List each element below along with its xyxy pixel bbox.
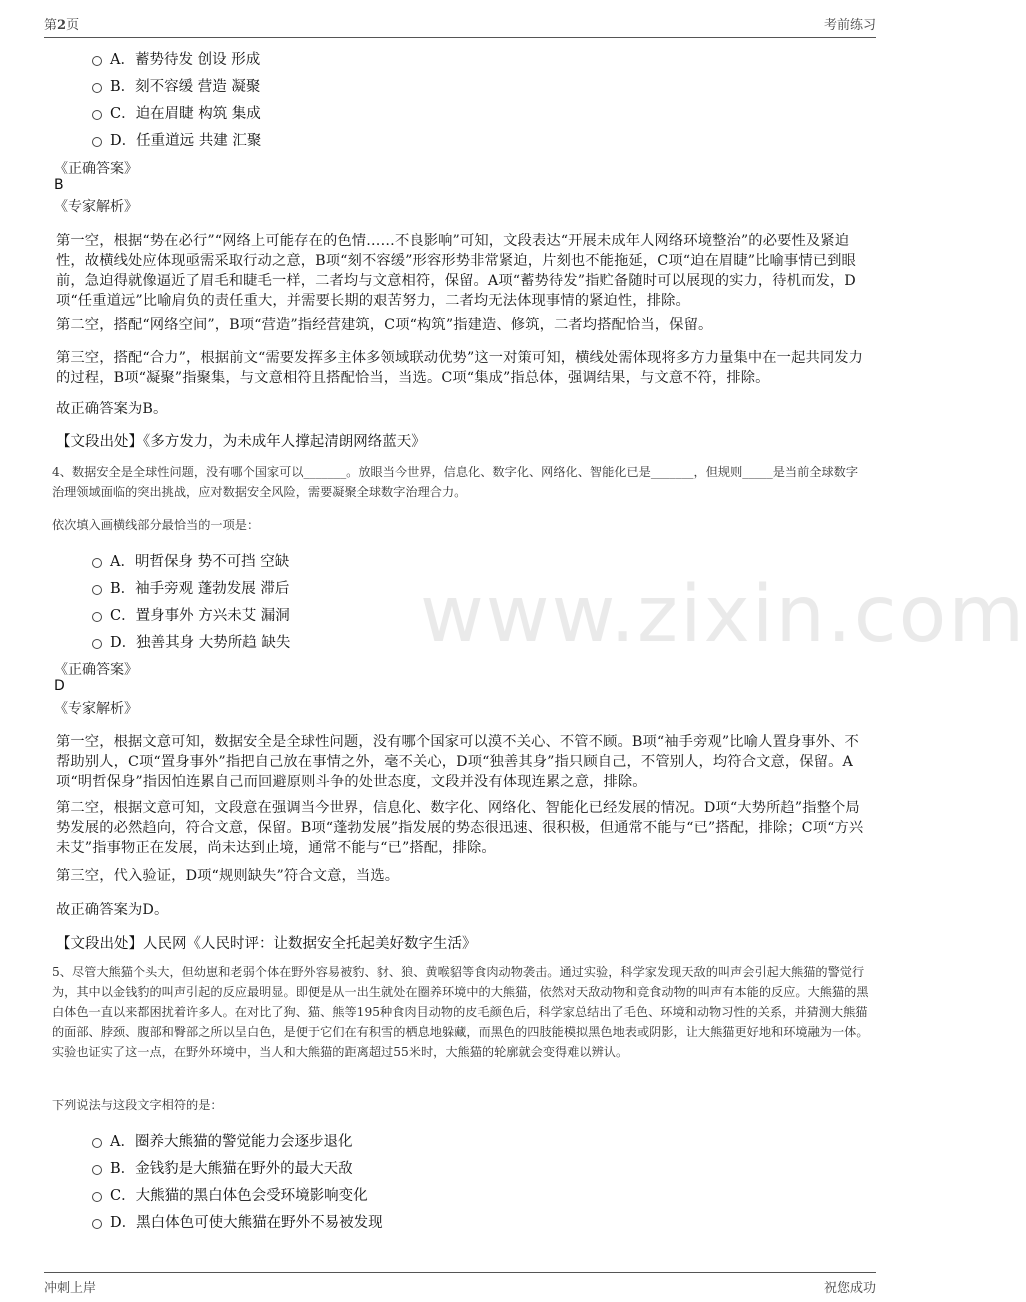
header-title: 考前练习 xyxy=(823,18,876,33)
q4-analysis-label: 《专家解析》 xyxy=(54,701,138,717)
q3-option-a[interactable]: A．蓄势待发 创设 形成 xyxy=(92,48,260,69)
q3-option-b[interactable]: B．刻不容缓 营造 凝聚 xyxy=(92,75,260,96)
q5-stem: 5、尽管大熊猫个头大，但幼崽和老弱个体在野外容易被豹、豺、狼、黄喉貂等食肉动物袭击。通过实验，科学家发现天敌的叫声会引起大熊猫的警觉行为，其中以金钱豹的叫声引起的反应最明显。即便是从一出生就处在圈养环境中的大熊猫，依然对天敌动物和竞食动物的叫声有本能的反应。大熊猫的黑白体色一直以来都困扰着许多人。在对比了狗、猫、熊等195种食肉目动物的皮毛颜色后，科学家总结出了毛色、环境和动物习性的关系，并猜测大熊猫的面部、脖颈、腹部和臀部之所以呈白色，是便于它们在有积雪的栖息地躲藏，而黑色的四肢能模拟黑色地表或阴影，让大熊猫更好地和环境融为一体。实验也证实了这一点，在野外环境中，当人和大熊猫的距离超过55米时，大熊猫的轮廓就会变得难以辨认。 xyxy=(52,965,869,1059)
q3-source: 【文段出处】《多方发力，为未成年人撑起清朗网络蓝天》 xyxy=(56,434,426,450)
page-footer xyxy=(44,1272,876,1296)
radio-icon[interactable] xyxy=(92,56,102,66)
q3-analysis-p3: 第三空，搭配“合力”，根据前文“需要发挥多主体多领域联动优势”这一对策可知，横线处需体现将多方力量集中在一起共同发力的过程，B项“凝聚”指聚集，与文意相符且搭配恰当，当选。C项“集成”指总体，强调结果，与文意不符，排除。 xyxy=(56,350,864,386)
q5-option-a[interactable]: A．圈养大熊猫的警觉能力会逐步退化 xyxy=(92,1130,352,1151)
q4-conclusion: 故正确答案为D。 xyxy=(56,902,169,918)
q4-stem: 4、数据安全是全球性问题，没有哪个国家可以_______。放眼当今世界，信息化、数字化、网络化、智能化已是_______，但规则_____是当前全球数字治理领域面临的突出挑战，应对数据安全风险，需要凝聚全球数字治理合力。 xyxy=(52,465,859,499)
q3-answer-label: 《正确答案》 xyxy=(54,161,138,177)
q5-prompt: 下列说法与这段文字相符的是： xyxy=(52,1098,223,1112)
q5-option-d[interactable]: D．黑白体色可使大熊猫在野外不易被发现 xyxy=(92,1211,383,1232)
q5-option-b[interactable]: B．金钱豹是大熊猫在野外的最大天敌 xyxy=(92,1157,353,1178)
radio-icon[interactable] xyxy=(92,1192,102,1202)
q3-option-c[interactable]: C．迫在眉睫 构筑 集成 xyxy=(92,102,261,123)
q3-analysis-label: 《专家解析》 xyxy=(54,199,138,215)
q4-option-d[interactable]: D．独善其身 大势所趋 缺失 xyxy=(92,631,290,652)
q3-option-d[interactable]: D．任重道远 共建 汇聚 xyxy=(92,129,261,150)
q3-analysis-p2: 第二空，搭配“网络空间”，B项“营造”指经营建筑，C项“构筑”指建造、修筑，二者均搭配恰当，保留。 xyxy=(56,317,713,333)
radio-icon[interactable] xyxy=(92,1138,102,1148)
q3-answer: B xyxy=(54,177,64,193)
page-number: 第2页 xyxy=(44,18,80,33)
watermark: www.zixin.com xyxy=(420,570,1026,660)
q4-prompt: 依次填入画横线部分最恰当的一项是： xyxy=(52,518,260,532)
radio-icon[interactable] xyxy=(92,137,102,147)
radio-icon[interactable] xyxy=(92,1219,102,1229)
radio-icon[interactable] xyxy=(92,639,102,649)
q4-analysis-p1: 第一空，根据文意可知，数据安全是全球性问题，没有哪个国家可以漠不关心、不管不顾。B项“袖手旁观”比喻人置身事外、不帮助别人，C项“置身事外”指把自己放在事情之外，毫不关心，D项“独善其身”指只顾自己，不管别人，均符合文意，保留。A项“明哲保身”指因怕连累自己而回避原则斗争的处世态度，文段并没有体现连累之意，排除。 xyxy=(56,734,859,790)
q4-option-c[interactable]: C．置身事外 方兴未艾 漏洞 xyxy=(92,604,290,625)
radio-icon[interactable] xyxy=(92,558,102,568)
radio-icon[interactable] xyxy=(92,585,102,595)
q5-option-c[interactable]: C．大熊猫的黑白体色会受环境影响变化 xyxy=(92,1184,368,1205)
radio-icon[interactable] xyxy=(92,110,102,120)
q4-analysis-p3: 第三空，代入验证，D项“规则缺失”符合文意，当选。 xyxy=(56,868,400,884)
q3-conclusion: 故正确答案为B。 xyxy=(56,401,168,417)
q4-option-b[interactable]: B．袖手旁观 蓬勃发展 滞后 xyxy=(92,577,289,598)
radio-icon[interactable] xyxy=(92,1165,102,1175)
q4-answer: D xyxy=(54,678,65,694)
footer-right: 祝您成功 xyxy=(823,1281,876,1296)
q3-analysis-p1: 第一空，根据“势在必行”“网络上可能存在的色情……不良影响”可知，文段表达“开展未成年人网络环境整治”的必要性及紧迫性，故横线处应体现亟需采取行动之意，B项“刻不容缓”形容形势非常紧迫，片刻也不能拖延，C项“迫在眉睫”比喻事情已到眼前，急迫得就像逼近了眉毛和睫毛一样，二者均与文意相符，保留。A项“蓄势待发”指贮备随时可以展现的实力，待机而发，D项“任重道远”比喻肩负的责任重大，并需要长期的艰苦努力，二者均无法体现事情的紧迫性，排除。 xyxy=(56,233,856,309)
q4-option-a[interactable]: A．明哲保身 势不可挡 空缺 xyxy=(92,550,289,571)
q4-analysis-p2: 第二空，根据文意可知，文段意在强调当今世界，信息化、数字化、网络化、智能化已经发展的情况。D项“大势所趋”指整个局势发展的必然趋向，符合文意，保留。B项“蓬勃发展”指发展的势态很迅速、很积极，但通常不能与“已”搭配，排除；C项“方兴未艾”指事物正在发展，尚未达到止境，通常不能与“已”搭配，排除。 xyxy=(56,800,864,856)
radio-icon[interactable] xyxy=(92,612,102,622)
page-header xyxy=(44,14,876,38)
q4-answer-label: 《正确答案》 xyxy=(54,662,138,678)
radio-icon[interactable] xyxy=(92,83,102,93)
q4-source: 【文段出处】人民网《人民时评：让数据安全托起美好数字生活》 xyxy=(56,936,477,952)
footer-left: 冲刺上岸 xyxy=(44,1281,97,1296)
